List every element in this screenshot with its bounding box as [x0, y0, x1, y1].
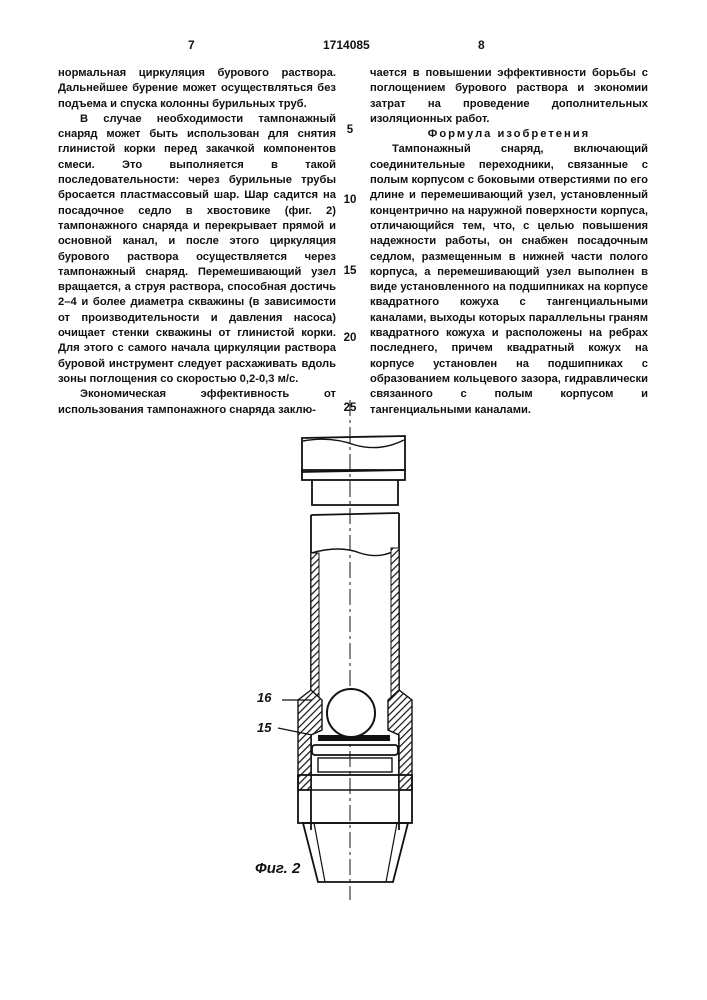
line-number: 25: [343, 402, 357, 414]
cone-tip: [303, 823, 408, 882]
formula-title: Формула изобретения: [427, 128, 591, 141]
line-number: 15: [343, 265, 357, 277]
claim-text: Тампонажный снаряд, включающий соединительные переходники, связанные с полым корпусом с боковыми отверстиями по его длине и перемешивающий узел, установленный концентрично на наружной поверхности корпуса, отличающийся тем, что, с целью повышения надежности работы, он снабжен посадочным седлом, размещенным в нижней части полого корпуса, а перемешивающий узел выполнен в виде установленного на подшипниках на корпусе квадратного кожуха с тангенциальными каналами, выходы которых параллельны граням квадратного кожуха и расположены на ребрах последнего, причем квадратный кожух на корпусе установлен на подшипниках с образованием кольцевого зазора, гидравлически связанного с полым корпусом и тангенциальными каналами.: [370, 143, 648, 416]
line-number: 10: [343, 194, 357, 206]
ball: [327, 689, 375, 737]
paragraph: Экономическая эффективность от использования тампонажного снаряда заклю-: [58, 388, 336, 416]
line-number: 5: [346, 124, 354, 136]
upper-coupling: [312, 480, 398, 505]
paragraph: нормальная циркуляция бурового раствора. Дальнейшее бурение может осуществляться без подъема и спуска колонны бурильных труб.: [58, 67, 336, 110]
label-15: 15: [257, 720, 272, 735]
page-number-right: 8: [478, 38, 485, 52]
tube-wall-left: [311, 553, 319, 703]
coupling-break-line: [302, 436, 405, 472]
paragraph: чается в повышении эффективности борьбы с поглощением бурового раствора и экономии затрат на проведение дополнительных изоляционных работ.: [370, 67, 648, 125]
patent-number: 1714085: [323, 38, 370, 52]
paragraph: В случае необходимости тампонажный снаряд может быть использован для снятия глинистой корки перед закачкой компонентов смеси. Это выполняется в такой последовательности: через бурильные трубы бросается пластмассовый шар. Шар садится на посадочное седло в хвостовике (фиг. 2) тампонажного снаряда и перекрывает прямой и основной канал, и после этого циркуляция бурового раствора осуществляется через тампонажный снаряд. Перемешивающий узел вращается, а струя раствора, способная достичь 2–4 и более диаметра скважины (в зависимости от производительности и давления насоса) очищает стенки скважины от глинистой корки. Для этого с самого начала циркуляции раствора буровой инструмент следует расхаживать вдоль зоны поглощения со скоростью 0,2-0,3 м/с.: [58, 112, 336, 385]
line-number: 20: [343, 332, 357, 344]
figure-caption: Фиг. 2: [255, 860, 301, 877]
tube-wall-right: [391, 548, 399, 703]
lower-body: [298, 775, 412, 823]
page-number-left: 7: [188, 38, 195, 52]
label-16: 16: [257, 690, 272, 705]
